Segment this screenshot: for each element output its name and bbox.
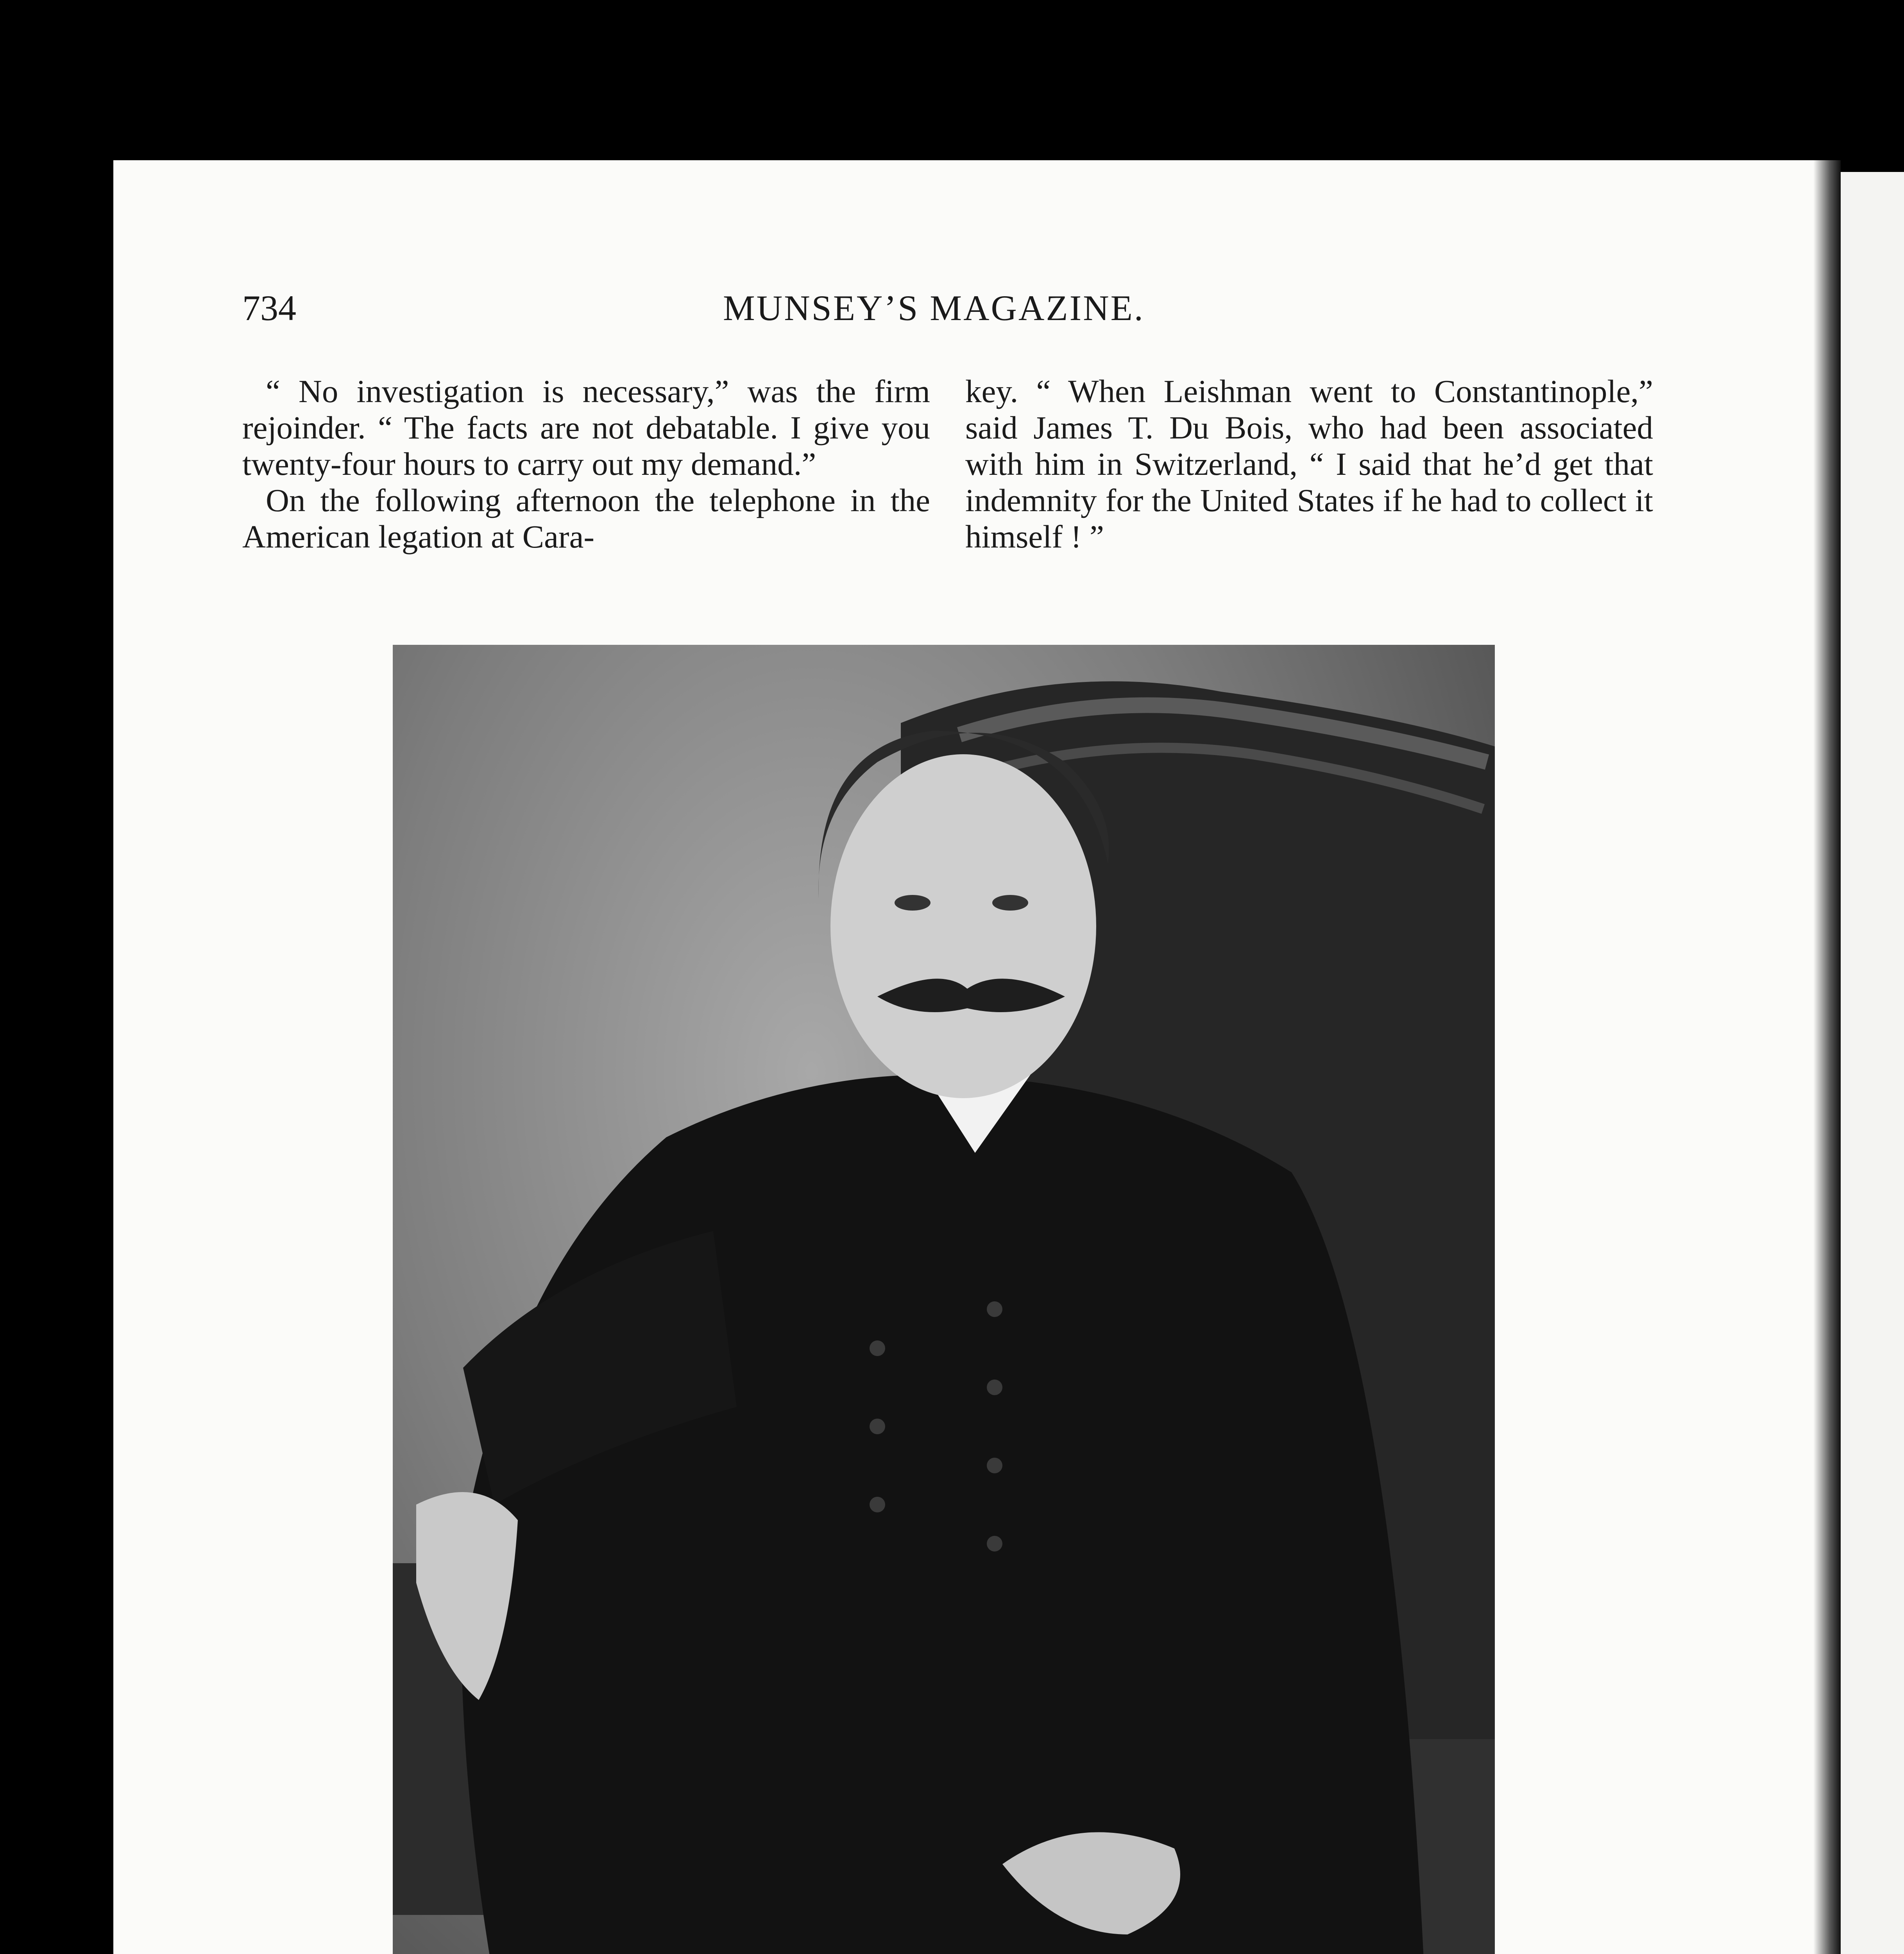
paragraph: key. “ When Leishman went to Constantinople,” said James T. Du Bois, who had been associated with him in Switzerland, “ I said that he’d get that indemnity for the United States if he had to collect it himself ! ” bbox=[965, 373, 1653, 555]
page-header bbox=[242, 287, 1653, 334]
page-number: 734 bbox=[242, 288, 296, 328]
magazine-title: MUNSEY’S MAGAZINE. bbox=[723, 288, 1145, 328]
paragraph: “ No investigation is necessary,” was the firm rejoinder. “ The facts are not debatable. I give you twenty-four hours to carry out my demand.” bbox=[242, 373, 930, 482]
paragraph: On the following afternoon the telephone in the American legation at Cara- bbox=[242, 482, 930, 555]
next-page-edge bbox=[1837, 172, 1904, 1954]
spine-shadow bbox=[1813, 160, 1841, 1954]
portrait-photo bbox=[393, 645, 1495, 1954]
top-left-column bbox=[242, 373, 930, 555]
portrait-illustration bbox=[393, 645, 1495, 1954]
top-right-column bbox=[965, 373, 1653, 555]
